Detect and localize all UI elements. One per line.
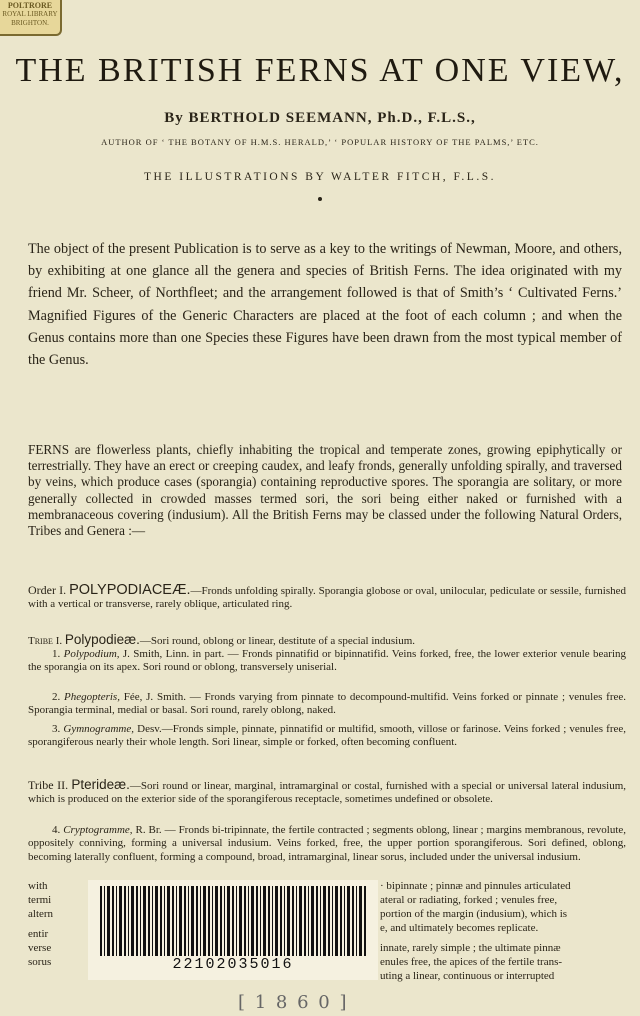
genus-text: Desv.—Fronds simple, pinnate, pinnatifid or multifid, smooth, villose or farinose. Veins forked ; venules free, sporangiferous nearly their whole length. Sori linear, simple or forked, often becoming confluent. (28, 723, 627, 749)
author-byline: By BERTHOLD SEEMANN, Ph.D., F.L.S., (164, 110, 476, 126)
ornament-dot (318, 197, 322, 201)
tribe-text: —Sori round or linear, marginal, intramarginal or costal, furnished with a special or universal lateral indusium, which is produced on the exterior side of the sporangiferous receptacle, sometimes undefined or obsolete. (28, 780, 627, 806)
page-title: THE BRITISH FERNS AT ONE VIEW, (15, 52, 625, 89)
text-fragment: ateral or radiating, forked ; venules free, (380, 894, 558, 906)
text-fragment: innate, rarely simple ; the ultimate pinnæ (380, 942, 561, 954)
genus-name: Gymnogramme, (63, 723, 134, 735)
genus-name: Phegopteris, (64, 691, 120, 703)
text-fragment: sorus (28, 956, 52, 968)
tribe-text: —Sori round, oblong or linear, destitute of a special indusium. (139, 635, 416, 647)
genus-number: 1. (52, 648, 61, 660)
text-fragment: portion of the margin (indusium), which is (380, 908, 568, 920)
tribe-name: Polypodieæ. (64, 632, 140, 647)
text-fragment: termi (28, 894, 52, 906)
right-text-fragments (380, 880, 628, 984)
left-text-fragments (28, 880, 86, 970)
text-fragment: altern (28, 908, 54, 920)
genus-name: Cryptogramme, (63, 824, 133, 836)
author-credentials: AUTHOR OF ‘ THE BOTANY OF H.M.S. HERALD,’ ‘ POPULAR HISTORY OF THE PALMS,’ ETC. (101, 137, 539, 147)
order-name: POLYPODIACEÆ. (69, 582, 191, 598)
genus-polypodium (28, 648, 626, 675)
library-barcode-label (88, 880, 378, 980)
intro-paragraph: The object of the present Publication is to serve as a key to the writings of Newman, Moore, and others, by exhibiting at one glance all the genera and species of British Ferns. The idea originated with my friend Mr. Scheer, of Northfleet; and the arrangement followed is that of Smith’s ‘ Cultivated Ferns.’ Magnified Figures of the Generic Characters are placed at the foot of each column ; and when the Genus contains more than one Species these Figures have been drawn from the most typical member of the Genus. (28, 241, 622, 369)
genus-text: R. Br. — Fronds bi-tripinnate, the fertile contracted ; segments oblong, linear ; margins membranous, revolute, oppositely conniving, forming a universal indusium. Veins forked, free, the upper portion sporangiferous. Sori defined, oblong, becoming laterally confluent, forming a compound, broad, intramarginal, linear sorus, included under the universal indusium. (28, 824, 627, 863)
stamp-line: POLTRORE (7, 1, 53, 10)
pencil-annotation: [ 1 8 6 0 ] (238, 992, 349, 1013)
genus-name: Polypodium, (63, 648, 120, 660)
genus-number: 3. (52, 723, 61, 735)
text-fragment: with (28, 880, 48, 892)
genus-number: 2. (52, 691, 61, 703)
stamp-line: BRIGHTON. (11, 19, 49, 27)
order-prefix: Order I. (28, 583, 67, 597)
ferns-paragraph: FERNS are flowerless plants, chiefly inhabiting the tropical and temperate zones, growing epiphytically or terrestrially. They have an erect or creeping caudex, and leafy fronds, generally unfolding spirally, and traversed by veins, which produce cases (sporangia) containing reproductive spores. The sporangia are solitary, or more generally collected in crowded masses termed sori, the sori being either naked or furnished with a membranaceous covering (indusium). All the British Ferns may be classed under the following Natural Orders, Tribes and Genera :— (28, 442, 622, 539)
text-fragment: e, and ultimately becomes replicate. (380, 922, 539, 934)
library-stamp (0, 0, 62, 36)
genus-gymnogramme (28, 723, 626, 750)
barcode-number: 22102035016 (172, 956, 294, 973)
tribe-name: Pterideæ. (71, 777, 130, 792)
genus-number: 4. (52, 824, 61, 836)
tribe-prefix: Tribe I. (28, 635, 63, 647)
genus-text: Fée, J. Smith. — Fronds varying from pinnate to decompound-multifid. Veins forked or pinnate ; venules free. Sporangia terminal, medial or basal. Sori round, rarely oblong, naked. (28, 691, 626, 717)
illustrator-credit: THE ILLUSTRATIONS BY WALTER FITCH, F.L.S. (144, 171, 496, 183)
text-fragment: uting a linear, continuous or interrupted (380, 970, 555, 982)
text-fragment: verse (28, 942, 52, 954)
genus-text: J. Smith, Linn. in part. — Fronds pinnatifid or bipinnatifid. Veins forked, free, the lower exterior venule bearing the sporangia on its apex. Sori round or oblong, transversely uniserial. (28, 648, 627, 674)
tribe-polypodieae (28, 633, 626, 648)
tribe-prefix: Tribe II. (28, 778, 69, 792)
genus-phegopteris (28, 691, 626, 718)
text-fragment: entir (28, 928, 49, 940)
text-fragment: enules free, the apices of the fertile trans- (380, 956, 563, 968)
text-fragment: · bipinnate ; pinnæ and pinnules articulated (380, 880, 571, 892)
order-text: —Fronds unfolding spirally. Sporangia globose or oval, unilocular, pediculate or sessile, furnished with a vertical or transverse, rarely oblique, articulated ring. (28, 585, 627, 611)
barcode (100, 886, 366, 956)
stamp-line: ROYAL LIBRARY (2, 10, 58, 18)
genus-cryptogramme (28, 824, 626, 864)
order-polypodiaceae (28, 584, 626, 612)
tribe-pterideae (28, 778, 626, 807)
